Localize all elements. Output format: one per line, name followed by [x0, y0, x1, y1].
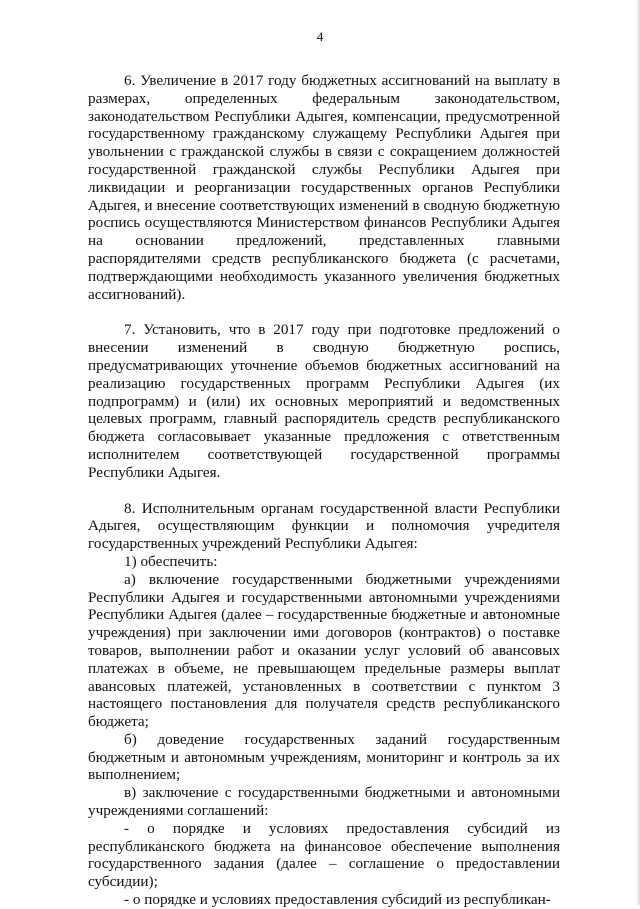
scan-edge-shadow: [636, 0, 640, 905]
paragraph-7: 7. Установить, что в 2017 году при подготовке предложений о внесении изменений в сводную бюджетную роспись, предусматривающих уточнение объемов бюджетных ассигнований на реализацию государственных программ Республики Адыгея (их подпрограмм) и (или) их основных мероприятий и ведомственных целевых программ, главный распорядитель средств республиканского бюджета согласовывает указанные предложения с ответственным исполнителем соответствующей государственной программы Республики Адыгея.: [88, 321, 560, 481]
paragraph-8-agreement-2: - о порядке и условиях предоставления субсидий из республикан-: [124, 891, 551, 909]
document-body: [88, 72, 560, 909]
paragraph-8-subitem-a: а) включение государственными бюджетными учреждениями Республики Адыгея и государственными автономными учреждениями Республики Адыгея (далее – государственные бюджетные и автономные учреждения) при заключении ими договоров (контрактов) о поставке товаров, выполнении работ и оказании услуг условий об авансовых платежах в объеме, не превышающем предельные размеры выплат авансовых платежей, установленных в соответствии с пунктом 3 настоящего постановления для получателя средств республиканского бюджета;: [88, 570, 560, 731]
paragraph-8: 8. Исполнительным органам государственной власти Республики Адыгея, осуществляющим функции и полномочия учредителя государственных учреждений Республики Адыгея:: [88, 499, 560, 553]
page-number: 4: [316, 29, 324, 44]
paragraph-8-agreement-1: - о порядке и условиях предоставления субсидий из республиканского бюджета на финансовое обеспечение выполнения государственного задания (далее – соглашение о предоставлении субсидии);: [88, 819, 560, 891]
paragraph-8-subitem-v: в) заключение с государственными бюджетными и автономными учреждениями соглашений:: [88, 784, 560, 820]
paragraph-8-subitem-b: б) доведение государственных заданий государственным бюджетным и автономным учреждениям, мониторинг и контроль за их выполнением;: [88, 730, 560, 784]
paragraph-8-item-1: 1) обеспечить:: [124, 552, 218, 570]
paragraph-6: 6. Увеличение в 2017 году бюджетных ассигнований на выплату в размерах, определенных федеральным законодательством, законодательством Республики Адыгея, компенсации, предусмотренной государственному гражданскому служащему Республики Адыгея при увольнении с гражданской службы в связи с сокращением должностей государственной гражданской службы Республики Адыгея при ликвидации и реорганизации государственных органов Республики Адыгея, и внесение соответствующих изменений в сводную бюджетную роспись осуществляются Министерством финансов Республики Адыгея на основании предложений, представленных главными распорядителями средств республиканского бюджета (с расчетами, подтверждающими необходимость указанного увеличения бюджетных ассигнований).: [88, 72, 560, 303]
